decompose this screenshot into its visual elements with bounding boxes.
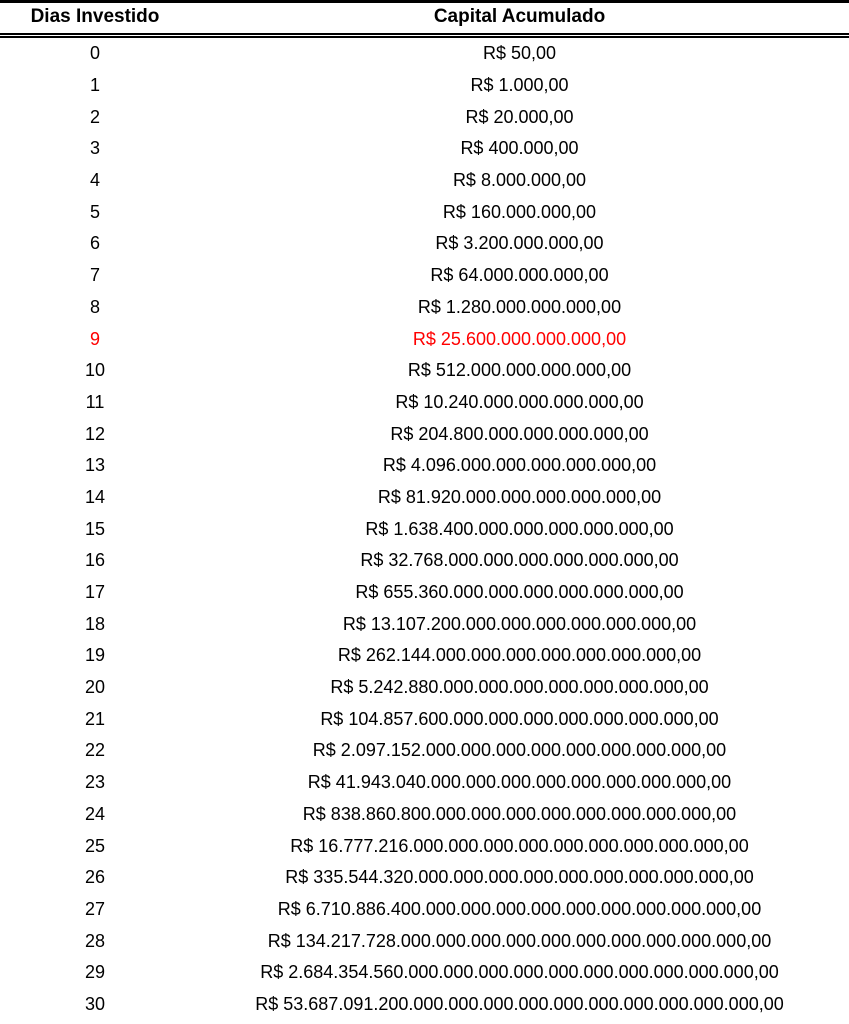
capital-acumulado-cell: R$ 104.857.600.000.000.000.000.000.000.000,00 <box>320 708 719 729</box>
table-row <box>0 925 849 957</box>
capital-acumulado-cell: R$ 81.920.000.000.000.000.000,00 <box>377 486 662 507</box>
dias-investido-cell: 4 <box>89 170 100 191</box>
dias-investido-cell: 25 <box>84 835 106 856</box>
capital-acumulado-cell: R$ 5.242.880.000.000.000.000.000.000.000,00 <box>330 677 709 698</box>
table-row <box>0 862 849 894</box>
dias-investido-cell: 10 <box>84 360 106 381</box>
col-header-capital-acumulado: Capital Acumulado <box>190 2 849 36</box>
table-row <box>0 260 849 292</box>
capital-acumulado-cell: R$ 50,00 <box>482 43 557 64</box>
dias-investido-cell: 7 <box>89 265 100 286</box>
col-header-dias-investido: Dias Investido <box>0 2 190 36</box>
capital-acumulado-cell: R$ 655.360.000.000.000.000.000.000,00 <box>355 582 684 603</box>
table-row <box>0 799 849 831</box>
table-row <box>0 640 849 672</box>
dias-investido-cell: 28 <box>84 930 106 951</box>
capital-acumulado-cell: R$ 20.000,00 <box>465 106 574 127</box>
capital-acumulado-cell: R$ 134.217.728.000.000.000.000.000.000.000.000.000.000,00 <box>267 930 772 951</box>
table-row <box>0 545 849 577</box>
dias-investido-cell: 30 <box>84 993 106 1014</box>
table-row <box>0 672 849 704</box>
capital-acumulado-cell: R$ 1.000,00 <box>470 75 569 96</box>
dias-investido-cell: 11 <box>85 391 105 412</box>
dias-investido-cell: 26 <box>84 867 106 888</box>
capital-acumulado-cell: R$ 8.000.000,00 <box>452 170 587 191</box>
dias-investido-cell: 3 <box>89 138 100 159</box>
dias-investido-cell: 14 <box>84 486 106 507</box>
dias-investido-cell: 5 <box>89 201 100 222</box>
table-row <box>0 577 849 609</box>
capital-acumulado-cell: R$ 6.710.886.400.000.000.000.000.000.000.000.000.000,00 <box>277 898 762 919</box>
table-row <box>0 101 849 133</box>
dias-investido-cell: 22 <box>84 740 106 761</box>
dias-investido-cell: 6 <box>89 233 100 254</box>
table-row <box>0 70 849 102</box>
dias-investido-cell: 27 <box>84 898 106 919</box>
capital-acumulado-cell: R$ 41.943.040.000.000.000.000.000.000.000.000,00 <box>307 772 732 793</box>
dias-investido-cell: 1 <box>89 75 100 96</box>
dias-investido-cell: 19 <box>84 645 106 666</box>
table-row <box>0 703 849 735</box>
table-row <box>0 323 849 355</box>
capital-acumulado-cell: R$ 1.280.000.000.000,00 <box>417 296 622 317</box>
capital-acumulado-cell: R$ 25.600.000.000.000,00 <box>412 328 627 349</box>
dias-investido-cell: 2 <box>89 106 100 127</box>
table-row <box>0 830 849 862</box>
capital-acumulado-cell: R$ 4.096.000.000.000.000.000,00 <box>382 455 657 476</box>
table-row <box>0 735 849 767</box>
capital-acumulado-cell: R$ 1.638.400.000.000.000.000.000,00 <box>365 518 674 539</box>
capital-acumulado-cell: R$ 160.000.000,00 <box>442 201 597 222</box>
table-row <box>0 387 849 419</box>
table-row <box>0 292 849 324</box>
capital-acumulado-cell: R$ 53.687.091.200.000.000.000.000.000.000.000.000.000.000,00 <box>255 993 784 1014</box>
capital-acumulado-cell: R$ 2.097.152.000.000.000.000.000.000.000.000,00 <box>312 740 727 761</box>
dias-investido-cell: 9 <box>89 328 100 349</box>
dias-investido-cell: 29 <box>84 962 106 983</box>
table-row <box>0 608 849 640</box>
table-row <box>0 418 849 450</box>
capital-acumulado-cell: R$ 10.240.000.000.000.000,00 <box>395 391 644 412</box>
table-row <box>0 767 849 799</box>
dias-investido-cell: 17 <box>84 582 106 603</box>
dias-investido-cell: 24 <box>84 803 106 824</box>
dias-investido-cell: 21 <box>84 708 106 729</box>
capital-acumulado-cell: R$ 335.544.320.000.000.000.000.000.000.000.000.000,00 <box>285 867 754 888</box>
table-row <box>0 894 849 926</box>
capital-acumulado-cell: R$ 400.000,00 <box>460 138 579 159</box>
capital-acumulado-cell: R$ 838.860.800.000.000.000.000.000.000.000.000,00 <box>302 803 737 824</box>
dias-investido-cell: 16 <box>84 550 106 571</box>
table-row <box>0 482 849 514</box>
dias-investido-cell: 0 <box>89 43 100 64</box>
table-row <box>0 450 849 482</box>
capital-acumulado-cell: R$ 32.768.000.000.000.000.000.000,00 <box>360 550 679 571</box>
dias-investido-cell: 8 <box>89 296 100 317</box>
capital-acumulado-cell: R$ 16.777.216.000.000.000.000.000.000.000.000.000,00 <box>290 835 749 856</box>
table-body <box>0 36 849 1021</box>
dias-investido-cell: 13 <box>84 455 106 476</box>
dias-investido-cell: 12 <box>84 423 106 444</box>
capital-acumulado-cell: R$ 512.000.000.000.000,00 <box>407 360 632 381</box>
capital-acumulado-cell: R$ 204.800.000.000.000.000,00 <box>390 423 649 444</box>
table-header <box>0 2 849 36</box>
capital-acumulado-cell: R$ 3.200.000.000,00 <box>435 233 604 254</box>
table-row <box>0 228 849 260</box>
table-row <box>0 355 849 387</box>
table-row <box>0 196 849 228</box>
capital-acumulado-cell: R$ 262.144.000.000.000.000.000.000.000,00 <box>337 645 702 666</box>
capital-acumulado-cell: R$ 13.107.200.000.000.000.000.000.000,00 <box>342 613 697 634</box>
table-row <box>0 989 849 1021</box>
capital-acumulado-cell: R$ 2.684.354.560.000.000.000.000.000.000.000.000.000.000,00 <box>260 962 779 983</box>
table-row <box>0 513 849 545</box>
table-row <box>0 36 849 70</box>
table-row <box>0 957 849 989</box>
dias-investido-cell: 18 <box>84 613 106 634</box>
header-row <box>0 2 849 36</box>
table-row <box>0 165 849 197</box>
table-row <box>0 133 849 165</box>
dias-investido-cell: 15 <box>84 518 106 539</box>
dias-investido-cell: 23 <box>84 772 106 793</box>
dias-investido-cell: 20 <box>84 677 106 698</box>
capital-acumulado-cell: R$ 64.000.000.000,00 <box>430 265 609 286</box>
